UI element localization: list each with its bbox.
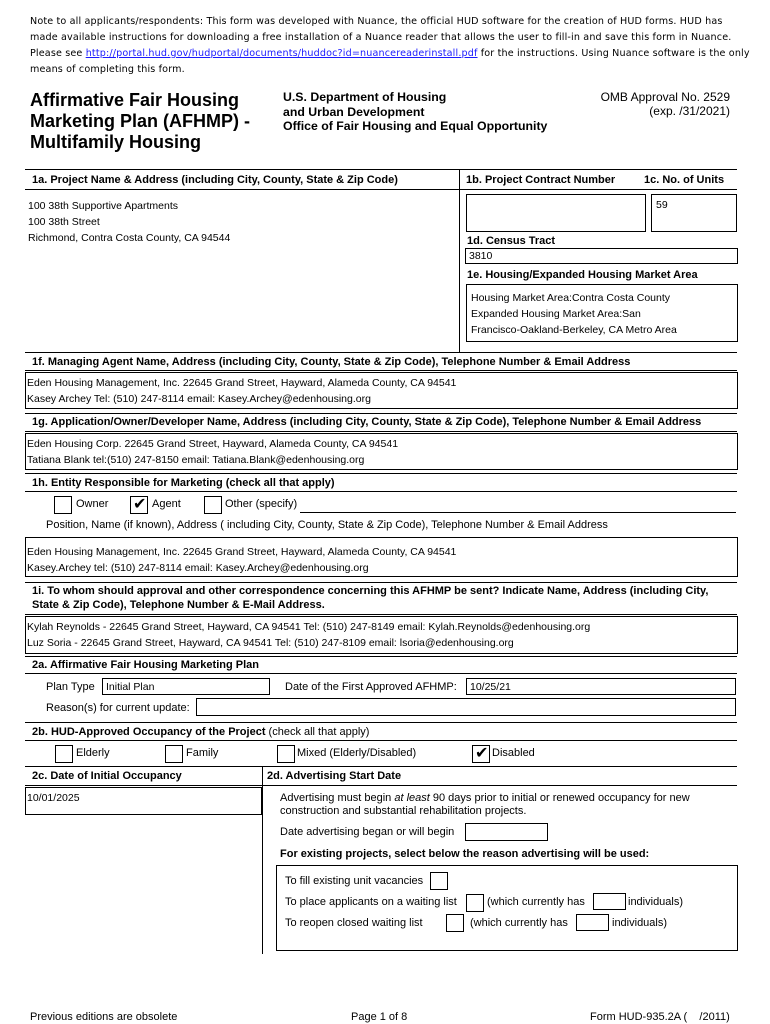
- other-label: Other (specify): [225, 498, 298, 510]
- owner-label: Owner: [76, 498, 109, 510]
- managing-agent-line: Kasey Archey Tel: (510) 247-8114 email: Kasey.Archey@edenhousing.org: [27, 393, 371, 405]
- mixed-label: Mixed (Elderly/Disabled): [297, 747, 417, 759]
- reasons-label: Reason(s) for current update:: [46, 702, 190, 714]
- column-divider: [459, 169, 460, 352]
- mixed-checkbox[interactable]: [277, 745, 295, 763]
- project-line: 100 38th Street: [28, 216, 100, 228]
- reopen-count-input[interactable]: [576, 914, 609, 931]
- first-approved-date-value: 10/25/21: [470, 681, 511, 693]
- divider: [25, 169, 737, 170]
- agent-checkbox[interactable]: [130, 496, 148, 514]
- plan-type-label: Plan Type: [46, 681, 95, 693]
- advertising-rule-end: 90 days prior to initial or renewed occupancy for new: [429, 792, 690, 804]
- date-began-input[interactable]: [465, 823, 548, 841]
- correspondence-line: Kylah Reynolds - 22645 Grand Street, Hayward, CA 94541 Tel: (510) 247-8149 email: Kylah.Reynolds@edenhousing.org: [27, 621, 591, 633]
- divider: [25, 491, 737, 492]
- section-1a-label: 1a. Project Name & Address (including City, County, State & Zip Code): [32, 174, 398, 186]
- omb-approval: [588, 90, 730, 118]
- correspondence-line: Luz Soria - 22645 Grand Street, Hayward, CA 94541 Tel: (510) 247-8109 email: lsoria@edenhousing.org: [27, 637, 514, 649]
- section-2b-title: 2b. HUD-Approved Occupancy of the Project: [32, 726, 266, 738]
- divider: [25, 656, 737, 657]
- initial-occupancy-input[interactable]: [25, 787, 262, 815]
- divider: [25, 431, 737, 432]
- section-2a-label: 2a. Affirmative Fair Housing Marketing Plan: [32, 659, 259, 671]
- divider: [25, 370, 737, 371]
- contract-number-input[interactable]: [466, 194, 646, 232]
- divider: [25, 582, 737, 583]
- section-1c-label: 1c. No. of Units: [644, 174, 725, 186]
- reasons-input[interactable]: [196, 698, 736, 716]
- section-1i-label: [32, 585, 708, 612]
- form-title: [30, 90, 250, 153]
- project-line: Richmond, Contra Costa County, CA 94544: [28, 232, 231, 244]
- instructions-note: [30, 14, 750, 78]
- divider: [25, 766, 737, 767]
- marketing-contact-line: Kasey.Archey tel: (510) 247-8114 email: Kasey.Archey@edenhousing.org: [27, 562, 369, 574]
- divider: [25, 785, 737, 786]
- advertising-rule-line2: construction and substantial rehabilitation projects.: [280, 805, 527, 817]
- marketing-contact-input[interactable]: [25, 537, 738, 577]
- plan-type-select[interactable]: [102, 678, 270, 695]
- section-1d-label: 1d. Census Tract: [467, 235, 556, 247]
- divider: [25, 740, 737, 741]
- section-1f-label: 1f. Managing Agent Name, Address (including City, County, State & Zip Code), Telephone Number & Email Address: [32, 356, 631, 368]
- disabled-label: Disabled: [492, 747, 535, 759]
- date-began-label: Date advertising began or will begin: [280, 826, 455, 838]
- initial-occupancy-value: 10/01/2025: [27, 792, 80, 804]
- fill-vacancies-label: To fill existing unit vacancies: [285, 875, 424, 887]
- family-checkbox[interactable]: [165, 745, 183, 763]
- divider: [25, 189, 737, 190]
- managing-agent-line: Eden Housing Management, Inc. 22645 Grand Street, Hayward, Alameda County, CA 94541: [27, 377, 457, 389]
- section-2d-label: 2d. Advertising Start Date: [267, 770, 402, 782]
- market-area-input[interactable]: [466, 284, 738, 342]
- waiting-list-count-input[interactable]: [593, 893, 626, 910]
- department-name: [283, 90, 547, 134]
- market-area-line: Expanded Housing Market Area:San: [471, 308, 641, 320]
- disabled-checkbox[interactable]: [472, 745, 490, 763]
- first-approved-date-input[interactable]: [466, 678, 736, 695]
- other-checkbox[interactable]: [204, 496, 222, 514]
- section-2b-note: (check all that apply): [265, 726, 370, 738]
- waiting-list-count-label: (which currently has: [487, 896, 585, 908]
- divider: [25, 673, 737, 674]
- section-2b-label: [32, 726, 369, 738]
- owner-checkbox[interactable]: [54, 496, 72, 514]
- correspondence-input[interactable]: [25, 616, 738, 654]
- reopen-list-label: To reopen closed waiting list: [285, 917, 423, 929]
- omb-number: OMB Approval No. 2529: [600, 90, 730, 104]
- section-1g-label: 1g. Application/Owner/Developer Name, Address (including City, County, State & Zip Code), Telephone Number & Email Address: [32, 416, 702, 428]
- divider: [25, 614, 737, 615]
- divider: [25, 413, 737, 414]
- units-value: 59: [656, 199, 668, 211]
- advertising-rule-text: [280, 792, 690, 818]
- section-1h-label: 1h. Entity Responsible for Marketing (check all that apply): [32, 477, 335, 489]
- advertising-rule: Advertising must begin: [280, 792, 395, 804]
- owner-developer-input[interactable]: [25, 433, 738, 470]
- divider: [25, 352, 737, 353]
- title-line: Multifamily Housing: [30, 132, 201, 152]
- elderly-label: Elderly: [76, 747, 110, 759]
- note-text: Note to all applicants/respondents: This form was developed with Nuance, the official HUD software for the creation of HUD forms. HUD has made available instructions for downloading a free installation of a Nuance reader that allows the user to fill-in and save this form in Nuance. Please see: [30, 16, 732, 59]
- elderly-checkbox[interactable]: [55, 745, 73, 763]
- family-label: Family: [186, 747, 219, 759]
- section-1i-label-line: 1i. To whom should approval and other correspondence concerning this AFHMP be sent? Indicate Name, Address (including City,: [32, 585, 709, 597]
- project-line: 100 38th Supportive Apartments: [28, 200, 179, 212]
- divider: [25, 722, 737, 723]
- owner-line: Eden Housing Corp. 22645 Grand Street, Hayward, Alameda County, CA 94541: [27, 438, 399, 450]
- individuals-label: individuals): [612, 917, 668, 929]
- nuance-link[interactable]: http://portal.hud.gov/hudportal/documents/huddoc?id=nuancereaderinstall.pdf: [85, 48, 478, 59]
- existing-projects-label: For existing projects, select below the reason advertising will be used:: [280, 848, 650, 860]
- first-approved-date-label: Date of the First Approved AFHMP:: [285, 681, 457, 693]
- census-tract-input[interactable]: [465, 248, 738, 264]
- omb-expiration: (exp. /31/2021): [649, 104, 730, 118]
- position-label: Position, Name (if known), Address ( including City, County, State & Zip Code), Telephone Number & Email Address: [46, 519, 608, 531]
- title-line: Marketing Plan (AFHMP) -: [30, 111, 251, 131]
- market-area-line: Francisco-Oakland-Berkeley, CA Metro Area: [471, 324, 677, 336]
- dept-line: U.S. Department of Housing: [283, 90, 447, 104]
- project-name-address[interactable]: [28, 198, 230, 246]
- advertising-rule-emphasis: at least: [394, 792, 430, 804]
- owner-line: Tatiana Blank tel:(510) 247-8150 email: Tatiana.Blank@edenhousing.org: [27, 454, 365, 466]
- section-1b-label: 1b. Project Contract Number: [466, 174, 616, 186]
- reopen-count-label: (which currently has: [470, 917, 568, 929]
- form-number: Form HUD-935.2A ( /2011): [590, 1011, 730, 1023]
- other-specify-line[interactable]: [300, 512, 736, 513]
- dept-line: and Urban Development: [283, 104, 425, 119]
- footer-obsolete-note: Previous editions are obsolete: [30, 1011, 178, 1023]
- divider: [25, 473, 737, 474]
- marketing-contact-line: Eden Housing Management, Inc. 22645 Grand Street, Hayward, Alameda County, CA 94541: [27, 546, 457, 558]
- market-area-line: Housing Market Area:Contra Costa County: [471, 292, 671, 304]
- fill-vacancies-checkbox[interactable]: [430, 872, 448, 890]
- section-1e-label: 1e. Housing/Expanded Housing Market Area: [467, 269, 698, 281]
- dept-line: Office of Fair Housing and Equal Opportunity: [283, 119, 548, 133]
- plan-type-value: Initial Plan: [106, 681, 155, 693]
- waiting-list-checkbox[interactable]: [466, 894, 484, 912]
- managing-agent-input[interactable]: [25, 372, 738, 409]
- waiting-list-label: To place applicants on a waiting list: [285, 896, 457, 908]
- reopen-list-checkbox[interactable]: [446, 914, 464, 932]
- section-2c-label: 2c. Date of Initial Occupancy: [32, 770, 182, 782]
- units-input[interactable]: [651, 194, 737, 232]
- note-text-end: for the instructions. Using Nuance software is the only means of completing this form.: [30, 48, 750, 75]
- individuals-label: individuals): [628, 896, 684, 908]
- page-number: Page 1 of 8: [351, 1011, 408, 1023]
- column-divider: [262, 766, 263, 954]
- census-tract-value: 3810: [469, 250, 493, 262]
- section-1i-label-line: State & Zip Code), Telephone Number & E-Mail Address.: [32, 598, 325, 611]
- title-line: Affirmative Fair Housing: [30, 90, 240, 110]
- agent-label: Agent: [152, 498, 181, 510]
